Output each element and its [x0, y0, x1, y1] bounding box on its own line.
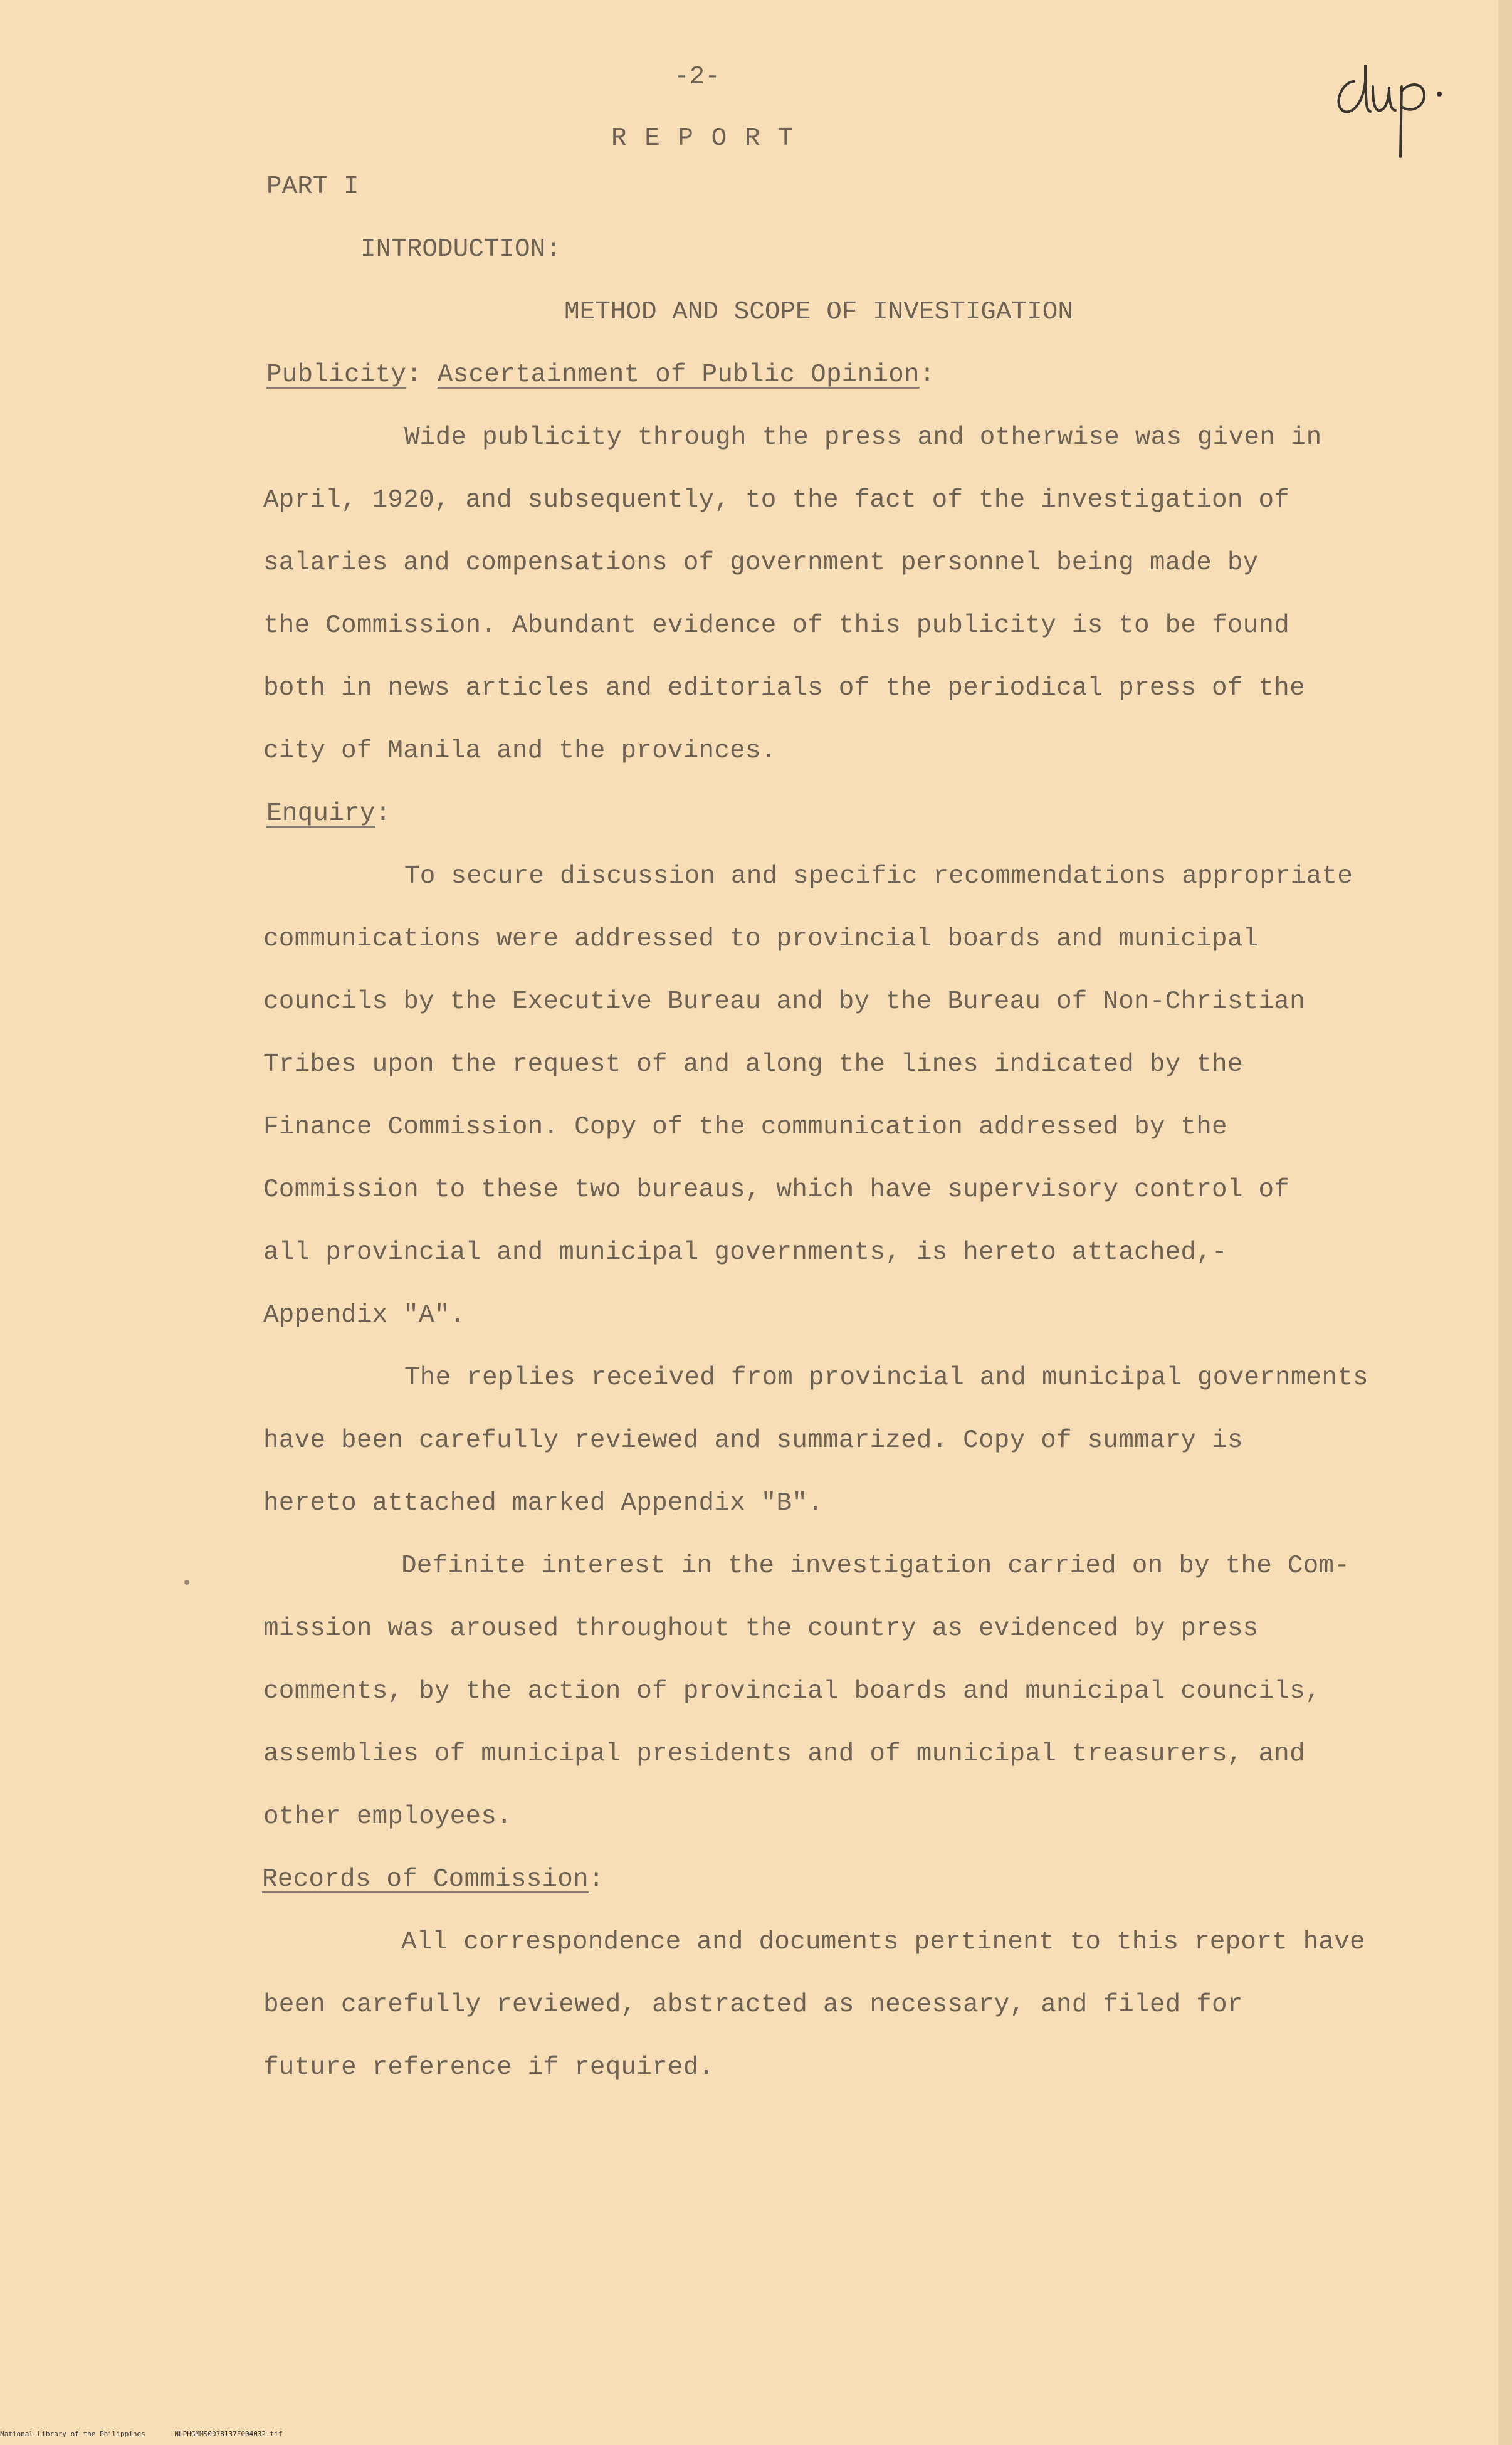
part-label: PART I	[266, 172, 359, 201]
report-title: R E P O R T	[611, 124, 795, 153]
scan-footer	[0, 2430, 283, 2438]
paragraph-line: To secure discussion and specific recommendations appropriate	[404, 862, 1353, 891]
paragraph-line: Appendix "A".	[263, 1301, 466, 1330]
paragraph-line: mission was aroused throughout the country as evidenced by press	[263, 1614, 1259, 1643]
paragraph-line: assemblies of municipal presidents and of municipal treasurers, and	[263, 1740, 1305, 1769]
paragraph-line: Definite interest in the investigation carried on by the Com-	[401, 1552, 1350, 1580]
paragraph-line: future reference if required.	[263, 2053, 715, 2082]
enquiry-heading	[266, 799, 391, 828]
publicity-heading-sep: :	[406, 360, 438, 389]
paragraph-line: All correspondence and documents pertinent to this report have	[401, 1928, 1365, 1957]
handwritten-dup-annotation	[1329, 63, 1454, 163]
publicity-heading-b: Ascertainment of Public Opinion	[437, 360, 920, 389]
paper-speck	[184, 1580, 189, 1585]
paragraph-line: April, 1920, and subsequently, to the fact of the investigation of	[263, 486, 1290, 515]
enquiry-heading-text: Enquiry	[266, 799, 375, 828]
paragraph-line: have been carefully reviewed and summarized. Copy of summary is	[263, 1426, 1243, 1455]
publicity-heading	[266, 360, 935, 389]
section-subtitle: METHOD AND SCOPE OF INVESTIGATION	[564, 298, 1073, 327]
paragraph-line: communications were addressed to provincial boards and municipal	[263, 925, 1259, 954]
paragraph-line: been carefully reviewed, abstracted as necessary, and filed for	[263, 1990, 1243, 2019]
paragraph-line: both in news articles and editorials of the periodical press of the	[263, 674, 1305, 703]
publicity-heading-end: :	[919, 360, 935, 389]
paragraph-line: Wide publicity through the press and otherwise was given in	[404, 423, 1322, 452]
paragraph-line: the Commission. Abundant evidence of this publicity is to be found	[263, 611, 1290, 640]
paragraph-line: city of Manila and the provinces.	[263, 737, 777, 765]
paragraph-line: all provincial and municipal governments, is hereto attached,-	[263, 1238, 1227, 1267]
publicity-heading-a: Publicity	[266, 360, 407, 389]
paragraph-line: Finance Commission. Copy of the communication addressed by the	[263, 1113, 1227, 1142]
paragraph-line: salaries and compensations of government personnel being made by	[263, 549, 1259, 577]
paragraph-line: other employees.	[263, 1802, 512, 1831]
footer-file-id: NLPHGMMS0078137F004032.tif	[174, 2430, 283, 2438]
paragraph-line: comments, by the action of provincial boards and municipal councils,	[263, 1677, 1321, 1706]
footer-library: National Library of the Philippines	[0, 2430, 145, 2438]
paragraph-line: Tribes upon the request of and along the lines indicated by the	[263, 1050, 1243, 1079]
records-heading	[262, 1865, 604, 1894]
records-heading-end: :	[588, 1865, 604, 1894]
paragraph-line: The replies received from provincial and municipal governments	[404, 1364, 1368, 1392]
page-edge	[1498, 0, 1512, 2445]
section-title: INTRODUCTION:	[360, 235, 561, 264]
enquiry-heading-end: :	[375, 799, 391, 828]
paragraph-line: hereto attached marked Appendix "B".	[263, 1489, 823, 1518]
paragraph-line: Commission to these two bureaus, which have supervisory control of	[263, 1175, 1290, 1204]
paragraph-line: councils by the Executive Bureau and by the Bureau of Non-Christian	[263, 987, 1305, 1016]
page-number: -2-	[674, 63, 720, 92]
records-heading-text: Records of Commission	[262, 1865, 589, 1894]
